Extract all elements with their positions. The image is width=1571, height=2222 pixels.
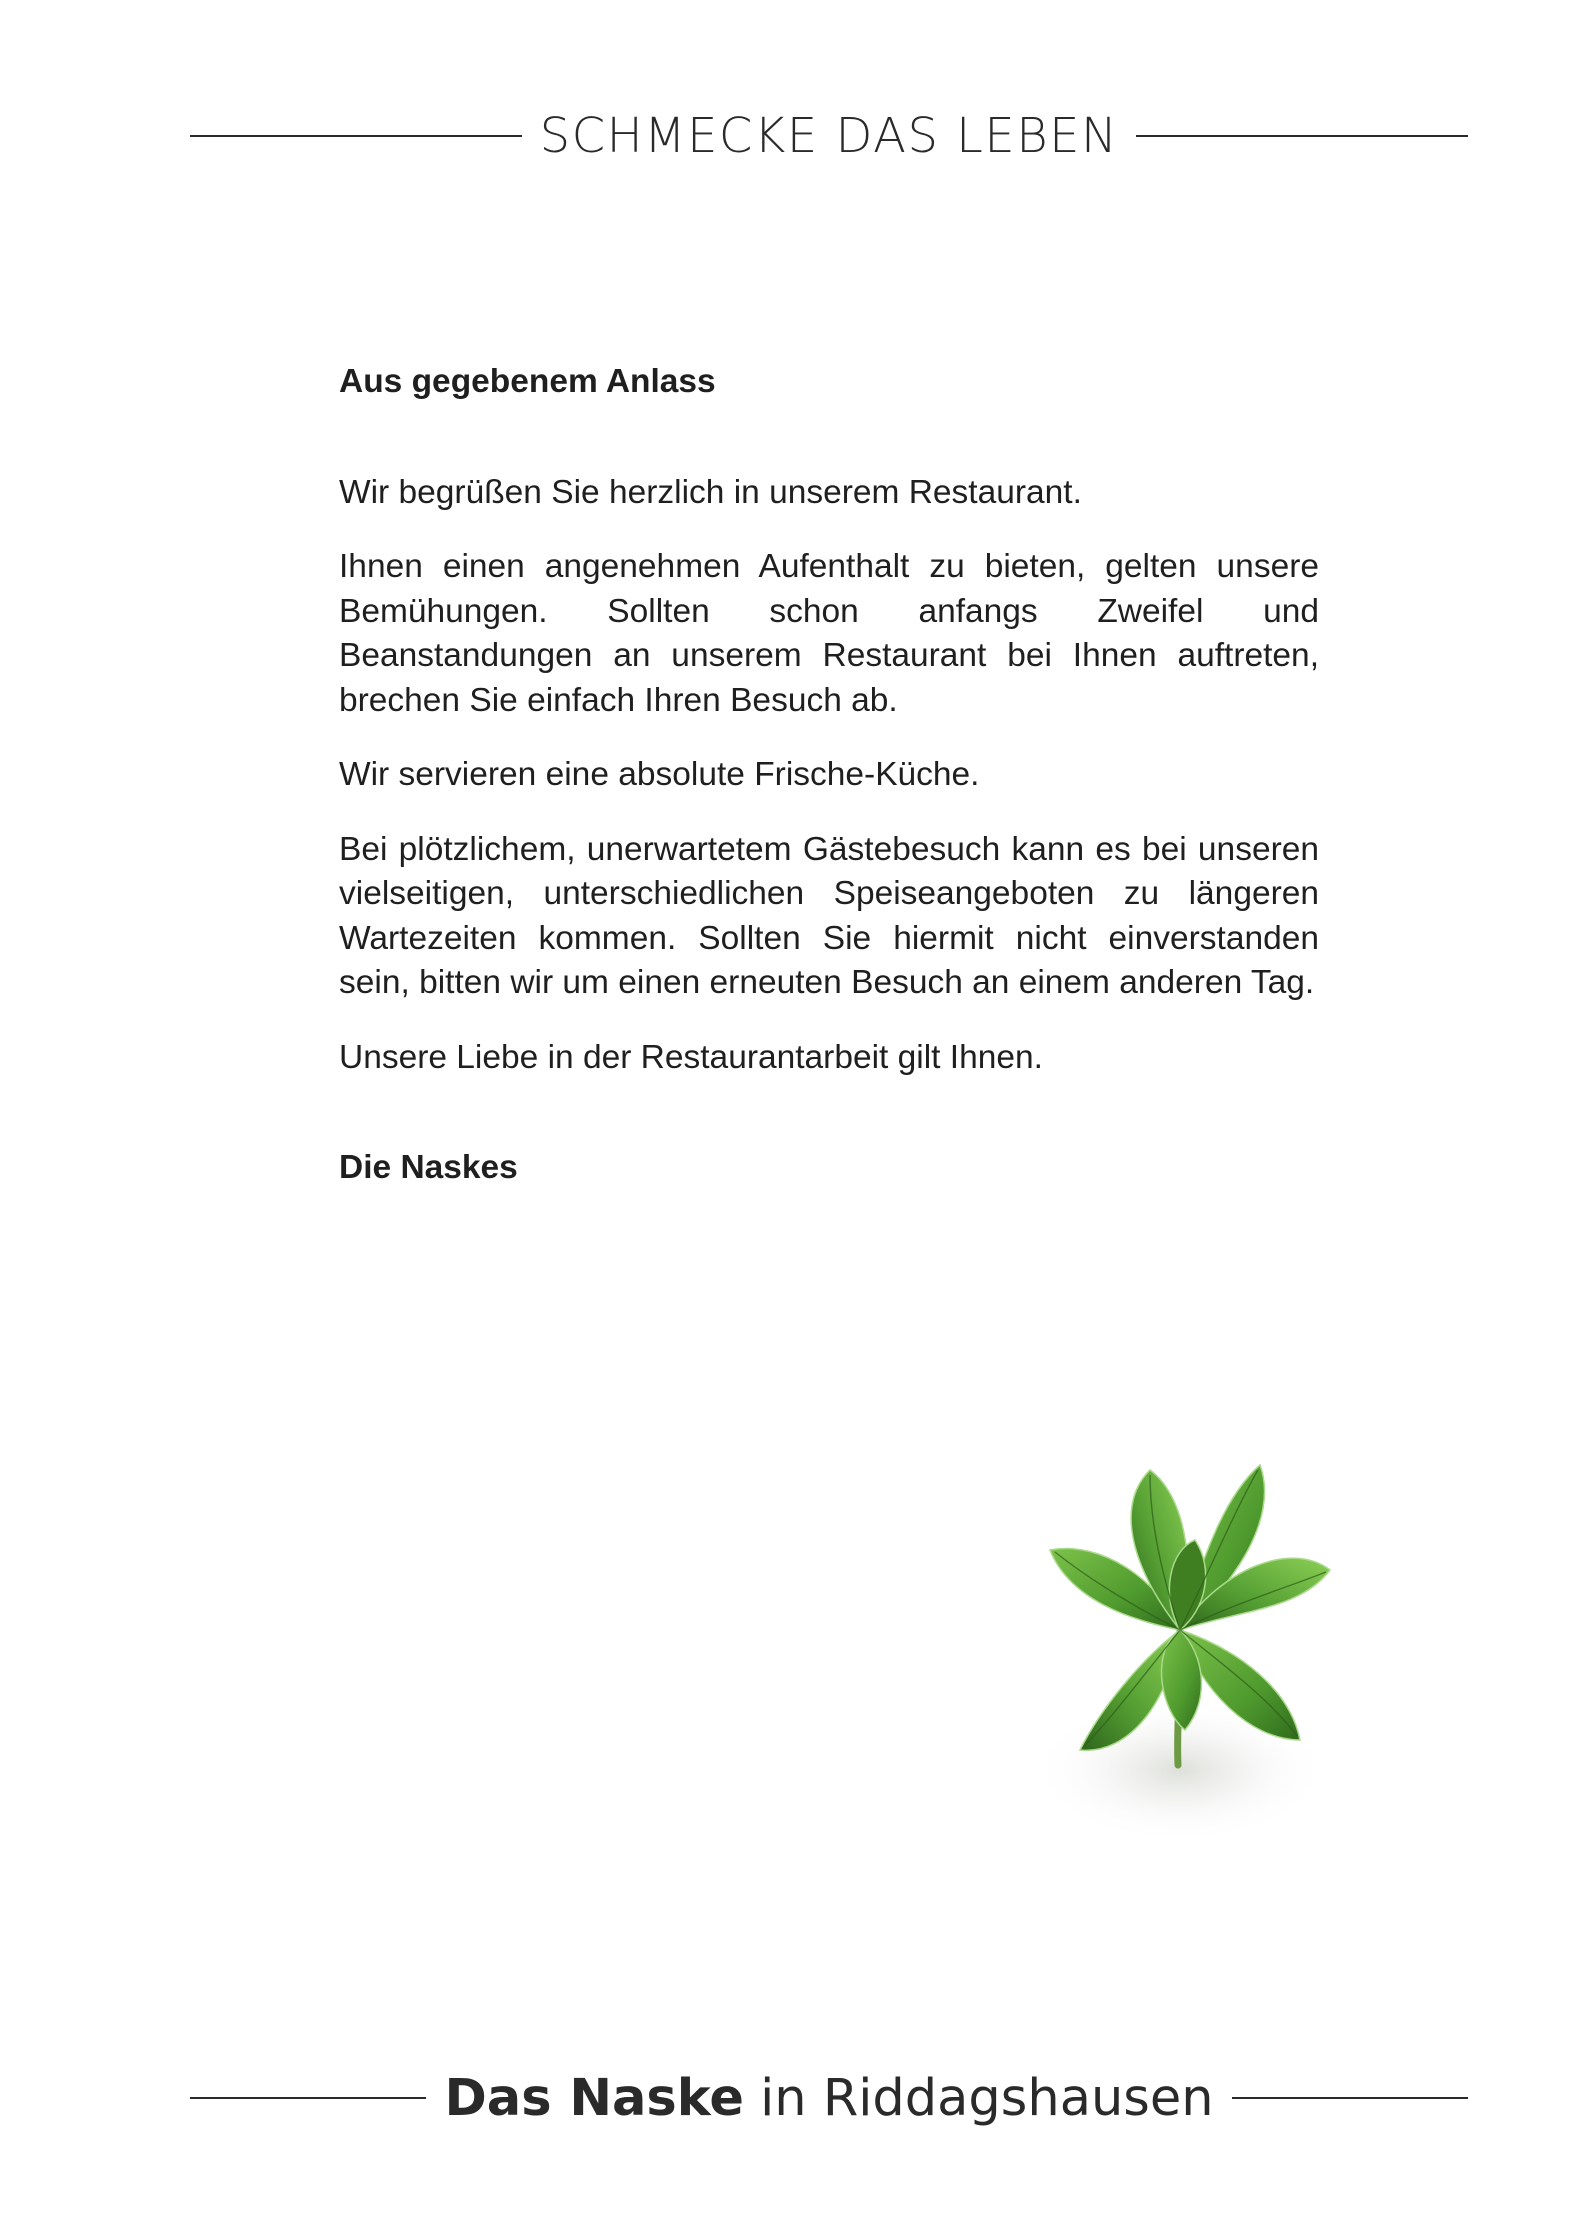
page-header xyxy=(190,100,1468,172)
footer-rule-right xyxy=(1232,2097,1468,2099)
paragraph-waiting: Bei plötzlichem, unerwartetem Gästebesuch kann es bei unseren vielseitigen, unterschiedlichen Speiseangeboten zu längeren Wartezeiten kommen. Sollten Sie hiermit nicht einverstanden sein, bitten wir um einen erneuten Besuch an einem anderen Tag. xyxy=(339,830,1319,1001)
paragraph-kitchen: Wir servieren eine absolute Frische-Küche. xyxy=(339,756,980,793)
header-rule-right xyxy=(1136,135,1468,137)
footer-rule-left xyxy=(190,2097,426,2099)
page-footer xyxy=(190,2058,1468,2138)
header-title: SCHMECKE DAS LEBEN xyxy=(539,108,1119,164)
footer-brand: Das Naske xyxy=(444,2068,744,2128)
header-rule-left xyxy=(190,135,522,137)
paragraph-stay: Ihnen einen angenehmen Aufenthalt zu bieten, gelten unsere Bemühungen. Sollten schon anfangs Zweifel und Beanstandungen an unserem Restaurant bei Ihnen auftreten, brechen Sie einfach Ihren Besuch ab. xyxy=(339,548,1319,719)
letter-heading: Aus gegebenem Anlass xyxy=(339,363,716,400)
letter-content xyxy=(339,360,1319,1191)
signature: Die Naskes xyxy=(339,1149,518,1186)
footer-title xyxy=(426,2068,1231,2128)
footer-location: in Riddagshausen xyxy=(743,2068,1214,2128)
paragraph-welcome: Wir begrüßen Sie herzlich in unserem Restaurant. xyxy=(339,473,1082,511)
herb-sprig-icon xyxy=(1010,1380,1350,1860)
paragraph-love: Unsere Liebe in der Restaurantarbeit gilt Ihnen. xyxy=(339,1038,1043,1076)
